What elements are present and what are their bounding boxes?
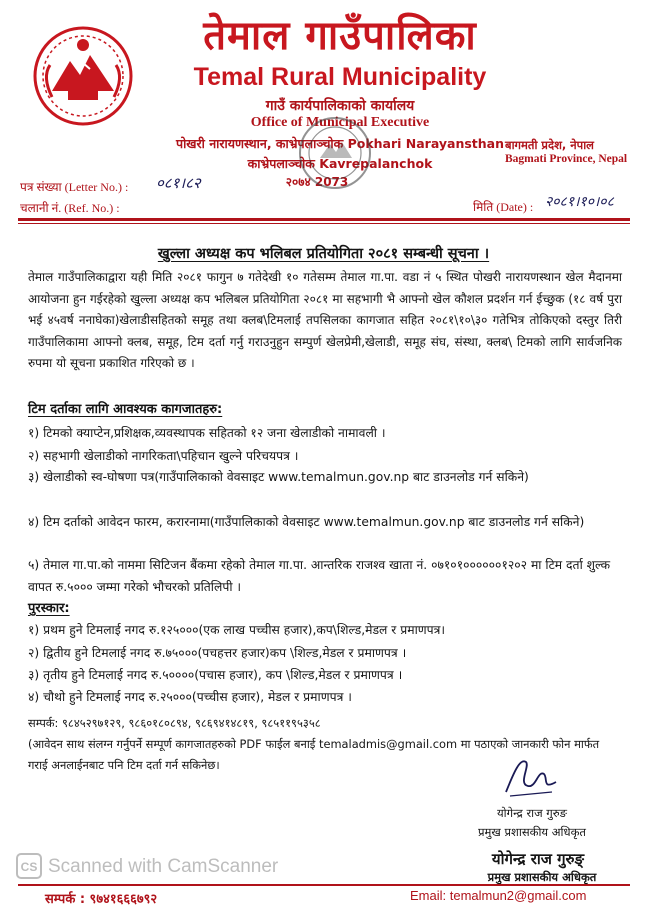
- svg-text:CS: CS: [20, 860, 38, 874]
- nepal-emblem-icon: [32, 25, 134, 127]
- office-stamp-icon: [296, 114, 374, 192]
- header-divider-thin: [18, 223, 630, 224]
- camscanner-logo-icon: [16, 853, 42, 879]
- office-name-np: गाउँ कार्यपालिकाको कार्यालय: [265, 98, 415, 114]
- header-divider: [18, 218, 630, 221]
- footer-divider: [18, 884, 630, 886]
- doc-item: ३) खेलाडीको स्व-घोषणा पत्र(गाउँपालिकाको वेवसाइट www.temalmun.gov.np बाट डाउनलोड गर्न सकिने): [28, 470, 529, 484]
- footer-email: Email: temalmun2@gmail.com: [410, 888, 587, 903]
- address-year: २०७४ 2073: [285, 175, 349, 189]
- notice-subject: खुल्ला अध्यक्ष कप भलिबल प्रतियोगिता २०८१ सम्बन्धी सूचना ।: [157, 246, 490, 262]
- municipality-title-en: Temal Rural Municipality: [193, 63, 487, 91]
- prize-item: ४) चौथो हुने टिमलाई नगद रु.२५०००(पच्चीस हजार), मेडल र प्रमाणपत्र ।: [28, 690, 352, 704]
- signatory-designation: प्रमुख प्रशासकीय अधिकृत: [478, 825, 586, 839]
- prize-item: १) प्रथम हुने टिमलाई नगद रु.१२५०००(एक लाख पच्चीस हजार),कप\शिल्ड,मेडल र प्रमाणपत्र।: [28, 623, 446, 637]
- address-line-2: काभ्रेपलाञ्चोक Kavrepalanchok: [247, 156, 433, 171]
- contact-phones: सम्पर्क: ९८४५२९७१२९, ९८६०१८०८९४, ९८६९४१४८१९, ९८५११९५३५८: [28, 716, 321, 730]
- notice-intro: तेमाल गाउँपालिकाद्वारा यही मिति २०८१ फागुन ७ गतेदेखी १० गतेसम्म तेमाल गा.पा. वडा नं ५ स्थित पोखरी नारायणस्थान खेल मैदानमा आयोजना हुन गईरहेको खुल्ला अध्यक्ष कप भलिबल प्रतियोगिता २०८१ मा सहभागी भै आफ्नो खेल कौशल प्रदर्शन गर्न ईच्छुक (१८ वर्ष पुरा भई ४५वर्ष ननाघेका)खेलाडीसहितको समूह तथा क्लब\टिमलाई तपसिलका कागजात सहित २०८१\१०\३० गतेभित्र तोकिएको दस्तुर तिरी गाउँपालिकामा आफ्नो क्लब, समूह, टिम दर्ता गर्नु गराउनुहुन सम्पुर्ण खेलप्रेमी,खेलाडी, समूह संघ, संस्था, क्लब\ टिमको लागि सार्वजनिक रुपमा यो सूचना प्रकाशित गरिएको छ ।: [28, 270, 622, 371]
- camscanner-watermark: Scanned with CamScanner: [48, 856, 279, 877]
- doc-item: ५) तेमाल गा.पा.को नाममा सिटिजन बैंकमा रहेको तेमाल गा.पा. आन्तरिक राजश्व खाता नं. ०७१०१००००००१२०२ मा टिम दर्ता शुल्क वापत रु.५००० जम्मा गरेको भौचरको प्रतिलिपी ।: [28, 558, 611, 594]
- docs-heading: टिम दर्ताका लागि आवश्यक कागजातहरु:: [28, 402, 223, 417]
- address-line-1: पोखरी नारायणस्थान, काभ्रेपलाञ्चोक Pokhari Narayansthan: [175, 136, 505, 151]
- letter-no-label: पत्र संख्या (Letter No.) :: [20, 180, 129, 194]
- ref-no-label: चलानी नं. (Ref. No.) :: [20, 201, 120, 215]
- province-np: बागमती प्रदेश, नेपाल: [505, 138, 594, 152]
- prize-heading: पुरस्कार:: [28, 601, 70, 616]
- date-label: मिति (Date) :: [473, 200, 534, 214]
- signatory-name: योगेन्द्र राज गुरुङ: [497, 806, 567, 820]
- doc-item: २) सहभागी खेलाडीको नागरिकता\पहिचान खुल्ने परिचयपत्र ।: [28, 449, 299, 463]
- prize-item: २) द्वितीय हुने टिमलाई नगद रु.७५०००(पचहत्तर हजार)कप \शिल्ड,मेडल र प्रमाणपत्र ।: [28, 646, 407, 660]
- letter-no-value: ०८१।८२: [156, 174, 201, 192]
- signatory-stamp-designation: प्रमुख प्रशासकीय अधिकृत: [487, 870, 597, 884]
- signature-scrawl-icon: [500, 752, 560, 800]
- signatory-stamp-name: योगेन्द्र राज गुरुङ्: [491, 850, 585, 868]
- municipality-title-np: तेमाल गाउँपालिका: [203, 13, 477, 59]
- province-en: Bagmati Province, Nepal: [505, 153, 628, 165]
- contact-note: (आवेदन साथ संलग्न गर्नुपर्ने सम्पूर्ण कागजातहरुको PDF फाईल बनाई temaladmis@gmail.com मा पठाएको जानकारी फोन मार्फत गराई अनलाईनबाट पनि टिम दर्ता गर्न सकिनेछ।: [28, 737, 600, 772]
- footer-phone: सम्पर्क : ९७४१६६६७९२: [45, 892, 158, 907]
- doc-item: १) टिमको क्याप्टेन,प्रशिक्षक,व्यवस्थापक सहितको १२ जना खेलाडीको नामावली ।: [28, 426, 386, 440]
- office-name-en: Office of Municipal Executive: [250, 115, 430, 130]
- date-value: २०८१।१०।०८: [545, 194, 614, 210]
- doc-item: ४) टिम दर्ताको आवेदन फारम, करारनामा(गाउँपालिकाको वेवसाइट www.temalmun.gov.np बाट डाउनलोड गर्न सकिने): [28, 515, 585, 529]
- prize-item: ३) तृतीय हुने टिमलाई नगद रु.५००००(पचास हजार), कप \शिल्ड,मेडल र प्रमाणपत्र ।: [28, 668, 403, 682]
